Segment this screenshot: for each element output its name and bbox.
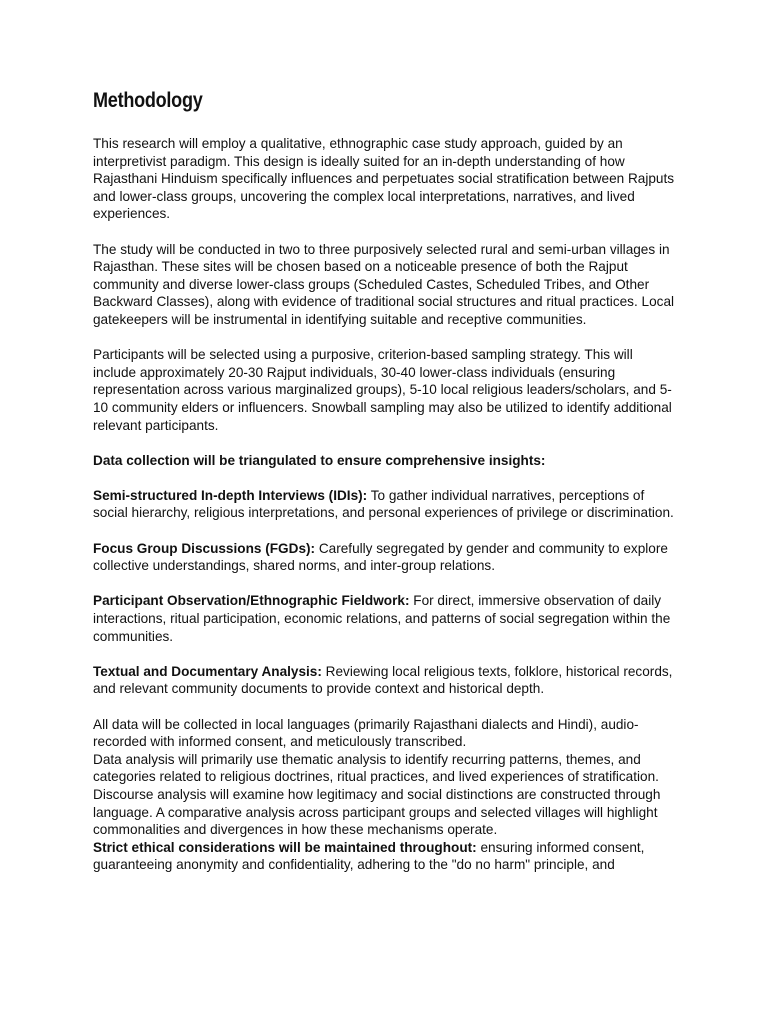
method-label: Semi-structured In-depth Interviews (IDIs): (93, 487, 368, 503)
ethics-label: Strict ethical considerations will be maintained throughout: (93, 839, 477, 855)
method-label: Participant Observation/Ethnographic Fieldwork: (93, 593, 410, 609)
document-page (93, 88, 679, 874)
data-collection-heading (93, 452, 679, 470)
paragraph-ethics (93, 839, 679, 874)
method-description: Carefully segregated by gender and community to explore collective understandings, shared norms, and inter-group relations. (93, 540, 668, 574)
method-focus-groups (93, 540, 679, 575)
method-description: Reviewing local religious texts, folklore, historical records, and relevant community documents to provide context and historical depth. (93, 663, 673, 697)
paragraph-participants: Participants will be selected using a purposive, criterion-based sampling strategy. This will include approximately 20-30 Rajput individuals, 30-40 lower-class individuals (ensuring representation across various marginalized groups), 5-10 local religious leaders/scholars, and 5-10 community elders or influencers. Snowball sampling may also be utilized to identify additional relevant participants. (93, 347, 672, 433)
paragraph-intro: This research will employ a qualitative, ethnographic case study approach, guided by an interpretivist paradigm. This design is ideally suited for an in-depth understanding of how Rajasthani Hinduism specifically influences and perpetuates social stratification between Rajputs and lower-class groups, uncovering the complex local interpretations, narratives, and lived experiences. (93, 136, 675, 222)
paragraph-sites: The study will be conducted in two to three purposively selected rural and semi-urban villages in Rajasthan. These sites will be chosen based on a noticeable presence of both the Rajput community and diverse lower-class groups (Scheduled Castes, Scheduled Tribes, and Other Backward Classes), along with evidence of traditional social structures and ritual practices. Local gatekeepers will be instrumental in identifying suitable and receptive communities. (93, 241, 675, 327)
method-description: For direct, immersive observation of daily interactions, ritual participation, economic relations, and patterns of social segregation within the communities. (93, 593, 671, 644)
document-title: Methodology (93, 89, 203, 112)
method-interviews (93, 487, 679, 522)
ethics-text: ensuring informed consent, guaranteeing anonymity and confidentiality, adhering to the "do no harm" principle, and (93, 839, 645, 873)
method-textual-analysis (93, 663, 679, 698)
paragraph-analysis: Data analysis will primarily use thematic analysis to identify recurring patterns, themes, and categories related to religious doctrines, ritual practices, and lived experiences of stratification. Discourse analysis will examine how legitimacy and social distinctions are constructed through language. A comparative analysis across participant groups and selected villages will highlight commonalities and divergences in how these mechanisms operate. (93, 751, 661, 838)
method-participant-observation (93, 592, 679, 645)
method-label: Textual and Documentary Analysis: (93, 663, 322, 679)
paragraph-language: All data will be collected in local languages (primarily Rajasthani dialects and Hindi), audio-recorded with informed consent, and meticulously transcribed. (93, 716, 639, 750)
method-label: Focus Group Discussions (FGDs): (93, 540, 316, 556)
method-description: To gather individual narratives, perceptions of social hierarchy, religious interpretations, and personal experiences of privilege or discrimination. (93, 487, 674, 521)
data-collection-heading-text: Data collection will be triangulated to ensure comprehensive insights: (93, 452, 546, 468)
